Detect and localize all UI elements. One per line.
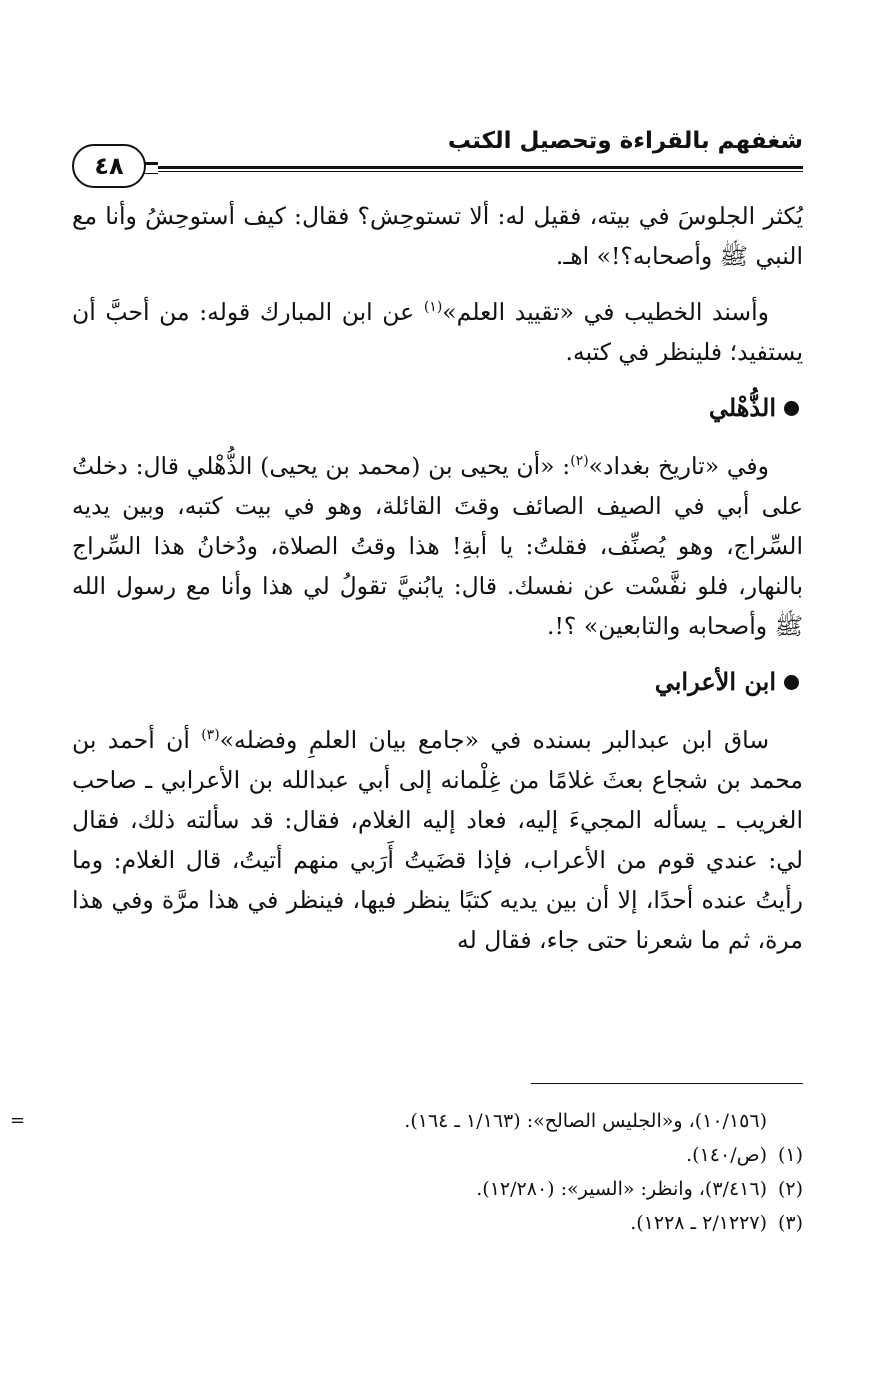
body-text [72,196,803,976]
footnote-text: (٢/١٢٢٧ ـ ١٢٢٨). [630,1212,767,1234]
footnote-text: (ص/١٤٠). [686,1144,767,1166]
paragraph-3-text-a: وفي «تاريخ بغداد» [588,452,769,480]
footnote-mark: (٣) [777,1212,803,1234]
section-heading-text: ابن الأعرابي [654,667,776,696]
section-heading-ibn-al-arabi [72,662,803,702]
paragraph-4-text-a: ساق ابن عبدالبر بسنده في «جامع بيان العلمِ وفضله» [219,726,770,754]
paragraph-2-text-a: وأسند الخطيب في «تقييد العلم» [442,298,769,326]
footnote-text: (٣/٤١٦)، وانظر: «السير»: (١٢/٢٨٠). [476,1178,767,1200]
paragraph-3-text-b: : «أن يحيى بن (محمد بن يحيى) الذُّهْلي قال: دخلتُ على أبي في الصيف الصائف وقتَ القائلة، وهو في بيت كتبه، وبين يديه السِّراج، وهو يُصنِّف، فقلتُ: يا أبةِ! هذا وقتُ الصلاة، ودُخانُ هذا السِّراج بالنهار، فلو نفَّسْت عن نفسك. قال: يابُنيَّ تقولُ لي هذا وأنا مع رسول الله ﷺ وأصحابه والتابعين» ؟!. [72,452,803,640]
continuation-mark: = [10,1110,26,1131]
footnote-ref-3[interactable]: (٣) [201,727,220,744]
footnote-ref-2[interactable]: (٢) [570,453,589,470]
bullet-icon [784,401,799,416]
paragraph-4-text-b: أن أحمد بن محمد بن شجاع بعثَ غلامًا من غِلْمانه إلى أبي عبدالله بن الأعرابي ـ صاحب الغريب ـ يسأله المجيءَ إليه، فعاد إليه الغلام، فقال: قد سألته ذلك، فقال لي: عندي قوم من الأعراب، فإذا قضَيتُ أَرَبي منهم أتيتُ، قال الغلام: وما رأيتُ عنده أحدًا، إلا أن بين يديه كتبًا ينظر فيها، فينظر في هذا مرَّة وفي هذا مرة، ثم ما شعرنا حتى جاء، فقال له [72,726,803,954]
section-heading-dhuhli [72,388,803,428]
footnote-3 [72,1206,803,1240]
running-title: شغفهم بالقراءة وتحصيل الكتب [447,128,803,154]
footnote-ref-1[interactable]: (١) [423,299,443,316]
footnote-1 [72,1138,803,1172]
footnote-2 [72,1172,803,1206]
paragraph-2 [72,292,803,372]
footnote-continuation-text: (١٠/١٥٦)، و«الجليس الصالح»: (١/١٦٣ ـ ١٦٤). [404,1110,767,1132]
header-rule-tick [144,162,158,174]
page-number: ٤٨ [72,144,146,188]
footnote-continuation [10,1104,803,1138]
book-page [10,0,803,1376]
header-rule [158,166,803,172]
bullet-icon [784,675,799,690]
footnote-mark: (٢) [777,1178,803,1200]
running-header [72,122,803,186]
paragraph-3 [72,446,803,646]
paragraph-4 [72,720,803,960]
paragraph-2-text-b: عن ابن المبارك قوله: من أحبَّ أن يستفيد؛ فلينظر في كتبه. [72,298,803,366]
footnote-separator [531,1083,803,1084]
paragraph-1: يُكثر الجلوسَ في بيته، فقيل له: ألا تستوحِش؟ فقال: كيف أستوحِشُ وأنا مع النبي ﷺ وأصحابه؟!» اهـ. [72,202,803,270]
footnote-mark: (١) [777,1144,803,1166]
section-heading-text: الذُّهْلي [708,393,776,422]
footnotes [10,1104,803,1240]
